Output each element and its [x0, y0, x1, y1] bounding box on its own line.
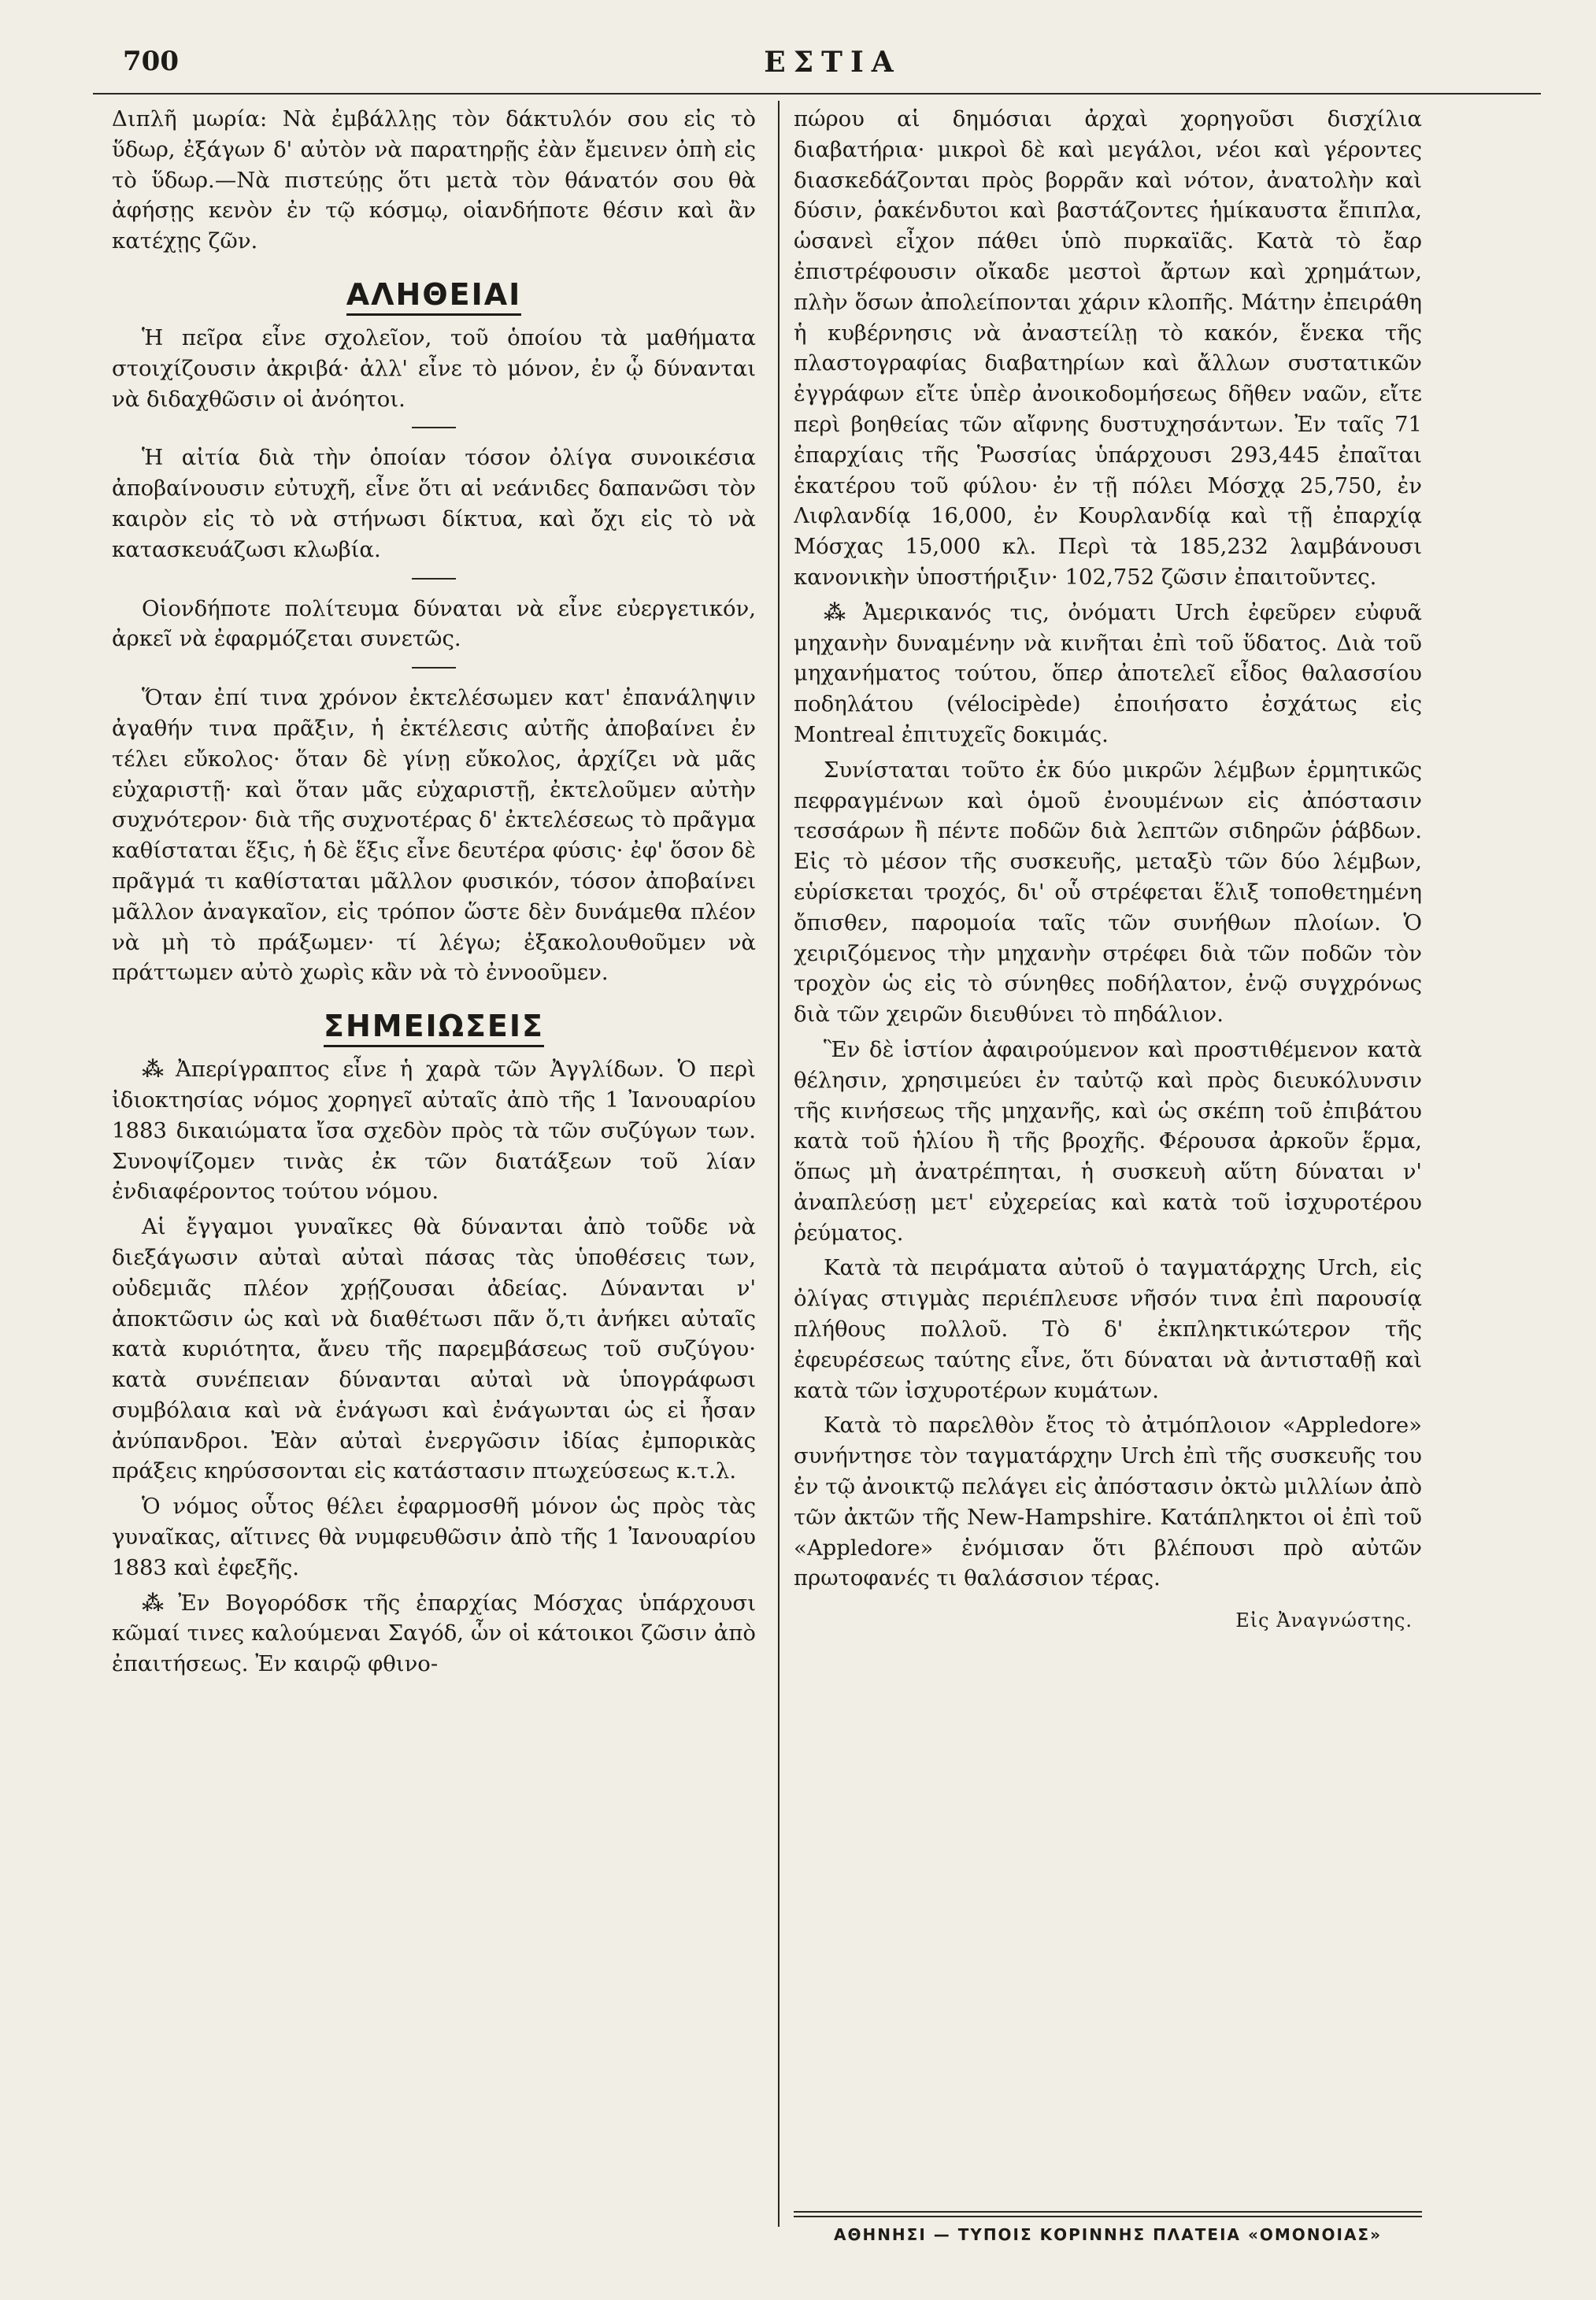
separator-rule: [412, 578, 456, 580]
separator-rule: [412, 667, 456, 669]
note-marker: ⁂: [142, 1590, 174, 1616]
note-2-paragraph-start: [112, 1588, 756, 1680]
note-3-paragraph-1: [794, 598, 1422, 750]
note-1-paragraph-3: Ὁ νόμος οὗτος θέλει ἐφαρμοσθῆ μόνον ὡς πρὸς τὰς γυναῖκας, αἵτινες θὰ νυμφευθῶσιν ἀπὸ τῆς 1 Ἰανουαρίου 1883 καὶ ἐφεξῆς.: [112, 1494, 756, 1580]
note-3-paragraph-4: Κατὰ τὰ πειράματα αὐτοῦ ὁ ταγματάρχης Urch, εἰς ὀλίγας στιγμὰς περιέπλευσε νῆσόν τινα ἐπὶ παρουσίᾳ πλήθους πολλοῦ. Τὸ δ' ἐκπληκτικώτερον τῆς ἐφευρέσεως ταύτης εἶνε, ὅτι δύναται νὰ ἀντισταθῇ καὶ κατὰ τῶν ἰσχυροτέρων κυμάτων.: [794, 1255, 1422, 1403]
note-3-text: Ἀμερικανός τις, ὀνόματι Urch ἐφεῦρεν εὐφυᾶ μηχανὴν δυναμένην νὰ κινῆται ἐπὶ τοῦ ὕδατος. Διὰ τοῦ μηχανήματος τούτου, ὅπερ ἀποτελεῖ εἶδος θαλασσίου ποδηλάτου (vélocipède) ἐποιήσατο ἐσχάτως εἰς Montreal ἐπιτυχεῖς δοκιμάς.: [794, 599, 1422, 747]
column-divider: [778, 101, 779, 2227]
printer-imprint: ΑΘΗΝΗΣΙ — ΤΥΠΟΙΣ ΚΟΡΙΝΝΗΣ ΠΛΑΤΕΙΑ «ΟΜΟΝΟΙΑΣ»: [833, 2225, 1383, 2244]
page-header: [117, 46, 1549, 87]
left-column: [112, 104, 756, 2254]
footer-rule: [794, 2211, 1422, 2213]
note-3-paragraph-2: Συνίσταται τοῦτο ἐκ δύο μικρῶν λέμβων ἑρμητικῶς πεφραγμένων καὶ ὁμοῦ ἐνουμένων εἰς ἀπόστασιν τεσσάρων ἢ πέντε ποδῶν διὰ λεπτῶν σιδηρῶν ῥάβδων. Εἰς τὸ μέσον τῆς συσκευῆς, μεταξὺ τῶν δύο λέμβων, εὑρίσκεται τροχός, δι' οὗ στρέφεται ἕλιξ τοποθετημένη ὄπισθεν, παρομοία ταῖς τῶν συνήθων πλοίων. Ὁ χειριζόμενος τὴν μηχανὴν στρέφει διὰ τῶν ποδῶν τὸν τροχὸν ὡς εἰς τὸ σύνηθες ποδήλατον, ἐνῷ συγχρόνως διὰ τῶν χειρῶν διευθύνει τὸ πηδάλιον.: [794, 757, 1422, 1028]
intro-paragraph: Διπλῆ μωρία: Νὰ ἐμβάλλῃς τὸν δάκτυλόν σου εἰς τὸ ὕδωρ, ἐξάγων δ' αὐτὸν νὰ παρατηρῇς ἐὰν ἔμεινεν ὀπὴ εἰς τὸ ὕδωρ.—Νὰ πιστεύῃς ὅτι μετὰ τὸν θάνατόν σου θὰ ἀφήσῃς κενὸν ἐν τῷ κόσμῳ, οἱανδήποτε θέσιν καὶ ἂν κατέχῃς ζῶν.: [112, 106, 756, 254]
truth-paragraph-4: Ὅταν ἐπί τινα χρόνον ἐκτελέσωμεν κατ' ἐπανάληψιν ἀγαθήν τινα πρᾶξιν, ἡ ἐκτέλεσις αὐτῆς ἀποβαίνει ἐν τέλει εὔκολος· ὅταν δὲ γίνῃ εὔκολος, ἀρχίζει νὰ μᾶς εὐχαριστῇ· καὶ ὅταν μᾶς εὐχαριστῇ, ἐκτελοῦμεν αὐτὴν συχνότερον· διὰ τῆς συχνοτέρας δ' ἐκτελέσεως τὸ πρᾶγμα καθίσταται ἕξις, ἡ δὲ ἕξις εἶνε δευτέρα φύσις· ἐφ' ὅσον δὲ πρᾶγμά τι καθίσταται μᾶλλον φυσικόν, τόσον ἀποβαίνει μᾶλλον ἀναγκαῖον, εἰς τρόπον ὥστε δὲν δυνάμεθα πλέον νὰ μὴ τὸ πράξωμεν· τί λέγω; ἐξακολουθοῦμεν νὰ πράττωμεν αὐτὸ χωρὶς κἂν νὰ τὸ ἐννοοῦμεν.: [112, 685, 756, 986]
page-number: 700: [123, 46, 179, 77]
note-3-paragraph-5: Κατὰ τὸ παρελθὸν ἔτος τὸ ἀτμόπλοιον «Appledore» συνήντησε τὸν ταγματάρχην Urch ἐπὶ τῆς συσκευῆς του ἐν τῷ ἀνοικτῷ πελάγει εἰς ἀπόστασιν ὀκτὼ μιλλίων ἀπὸ τῶν ἀκτῶν τῆς New-Hampshire. Κατάπληκτοι οἱ ἐπὶ τοῦ «Appledore» ἐνόμισαν ὅτι βλέπουσι πρὸ αὐτῶν πρωτοφανές τι θαλάσσιον τέρας.: [794, 1413, 1422, 1591]
notes-title-text: ΣΗΜΕΙΩΣΕΙΣ: [324, 1009, 544, 1047]
note-2-text-start: Ἐν Βογορόδσκ τῆς ἐπαρχίας Μόσχας ὑπάρχουσι κῶμαί τινες καλούμεναι Σαγόδ, ὧν οἱ κάτοικοι ζῶσιν ἀπὸ ἐπαιτήσεως. Ἐν καιρῷ φθινο-: [112, 1590, 756, 1677]
footer-rule: [794, 2216, 1422, 2217]
truths-title-text: ΑΛΗΘΕΙΑΙ: [346, 277, 522, 316]
separator-rule: [412, 427, 456, 428]
journal-title: ΕΣΤΙΑ: [764, 46, 902, 79]
note-2-continuation: πώρου αἱ δημόσιαι ἀρχαὶ χορηγοῦσι δισχίλια διαβατήρια· μικροὶ δὲ καὶ μεγάλοι, νέοι καὶ γέροντες διασκεδάζονται πρὸς βορρᾶν καὶ νότον, ἀνατολὴν καὶ δύσιν, ῥακένδυτοι καὶ βαστάζοντες ἡμίκαυστα ἔπιπλα, ὡσανεὶ εἶχον πάθει ὑπὸ πυρκαϊᾶς. Κατὰ τὸ ἔαρ ἐπιστρέφουσιν οἴκαδε μεστοὶ ἄρτων καὶ χρημάτων, πλὴν ὅσων ἀπολείπονται χάριν κλοπῆς. Μάτην ἐπειράθη ἡ κυβέρνησις νὰ ἀναστείλῃ τὸ κακόν, ἕνεκα τῆς πλαστογραφίας διαβατηρίων καὶ ἄλλων συστατικῶν ἐγγράφων εἴτε ὑπὲρ ἀνοικοδομήσεως δῆθεν ναῶν, εἴτε περὶ βοηθείας τῶν αἴφνης δυστυχησάντων. Ἐν ταῖς 71 ἐπαρχίαις τῆς Ῥωσσίας ὑπάρχουσι 293,445 ἐπαῖται ἑκατέρου τοῦ φύλου· ἐν τῇ πόλει Μόσχᾳ 25,750, ἐν Λιφλανδίᾳ 16,000, ἐν Κουρλανδίᾳ καὶ τῇ ἐπαρχίᾳ Μόσχας 15,000 κλ. Περὶ τὰ 185,232 λαμβάνουσι κανονικὴν ὑποστήριξιν· 102,752 ζῶσιν ἐπαιτοῦντες.: [794, 106, 1422, 590]
header-rule: [93, 93, 1541, 94]
truth-paragraph-3: Οἱονδήποτε πολίτευμα δύναται νὰ εἶνε εὐεργετικόν, ἀρκεῖ νὰ ἐφαρμόζεται συνετῶς.: [112, 595, 756, 652]
truth-paragraph-1: Ἡ πεῖρα εἶνε σχολεῖον, τοῦ ὁποίου τὰ μαθήματα στοιχίζουσιν ἀκριβά· ἀλλ' εἶνε τὸ μόνον, ἐν ᾧ δύνανται νὰ διδαχθῶσιν οἱ ἀνόητοι.: [112, 324, 756, 412]
note-marker: ⁂: [824, 599, 858, 625]
truth-paragraph-2: Ἡ αἰτία διὰ τὴν ὁποίαν τόσον ὀλίγα συνοικέσια ἀποβαίνουσιν εὐτυχῆ, εἶνε ὅτι αἱ νεάνιδες δαπανῶσι τὸν καιρὸν εἰς τὸ νὰ στήνωσι δίκτυα, καὶ ὄχι εἰς τὸ νὰ κατασκευάζωσι κλωβία.: [112, 445, 756, 562]
note-marker: ⁂: [142, 1057, 172, 1083]
signature: Εἰς Ἀναγνώστης.: [1235, 1609, 1413, 1632]
note-1-paragraph-1: [112, 1054, 756, 1207]
note-1-paragraph-2: Αἱ ἔγγαμοι γυναῖκες θὰ δύνανται ἀπὸ τοῦδε νὰ διεξάγωσιν αὐταὶ αὐταὶ πάσας τὰς ὑποθέσεις των, οὐδεμιᾶς πλέον χρῄζουσαι ἀδείας. Δύνανται ν' ἀποκτῶσιν ὡς καὶ νὰ διαθέτωσι πᾶν ὅ,τι ἀνήκει αὐταῖς κατὰ κυριότητα, ἄνευ τῆς παρεμβάσεως τοῦ συζύγου· κατὰ συνέπειαν δύνανται αὐταὶ νὰ ὑπογράφωσι συμβόλαια καὶ νὰ ἐνάγωσι καὶ ἐνάγωνται ὡς εἰ ἦσαν ἀνύπανδροι. Ἐὰν αὐταὶ ἐνεργῶσιν ἰδίας ἐμπορικὰς πράξεις κηρύσσονται εἰς κατάστασιν πτωχεύσεως κ.τ.λ.: [112, 1214, 756, 1484]
truths-section-title: [112, 277, 756, 312]
notes-section-title: [112, 1009, 756, 1043]
right-column: [794, 104, 1422, 2183]
note-1-text: Ἀπερίγραπτος εἶνε ἡ χαρὰ τῶν Ἀγγλίδων. Ὁ περὶ ἰδιοκτησίας νόμος χορηγεῖ αὐταῖς ἀπὸ τῆς 1 Ἰανουαρίου 1883 δικαιώματα ἴσα σχεδὸν πρὸς τὰ τῶν συζύγων των. Συνοψίζομεν τινὰς ἐκ τῶν διατάξεων τοῦ λίαν ἐνδιαφέροντος τούτου νόμου.: [112, 1057, 756, 1205]
note-3-paragraph-3: Ἓν δὲ ἱστίον ἀφαιρούμενον καὶ προστιθέμενον κατὰ θέλησιν, χρησιμεύει ἐν ταὐτῷ καὶ πρὸς διευκόλυνσιν τῆς κινήσεως τῆς μηχανῆς, καὶ ὡς σκέπη τοῦ ἐπιβάτου κατὰ τοῦ ἡλίου ἢ τῆς βροχῆς. Φέρουσα ἀρκοῦν ἕρμα, ὅπως μὴ ἀνατρέπηται, ἡ συσκευὴ αὕτη δύναται ν' ἀναπλεύσῃ μετ' εὐχερείας καὶ κατὰ τοῦ ἰσχυροτέρου ῥεύματος.: [794, 1036, 1422, 1246]
